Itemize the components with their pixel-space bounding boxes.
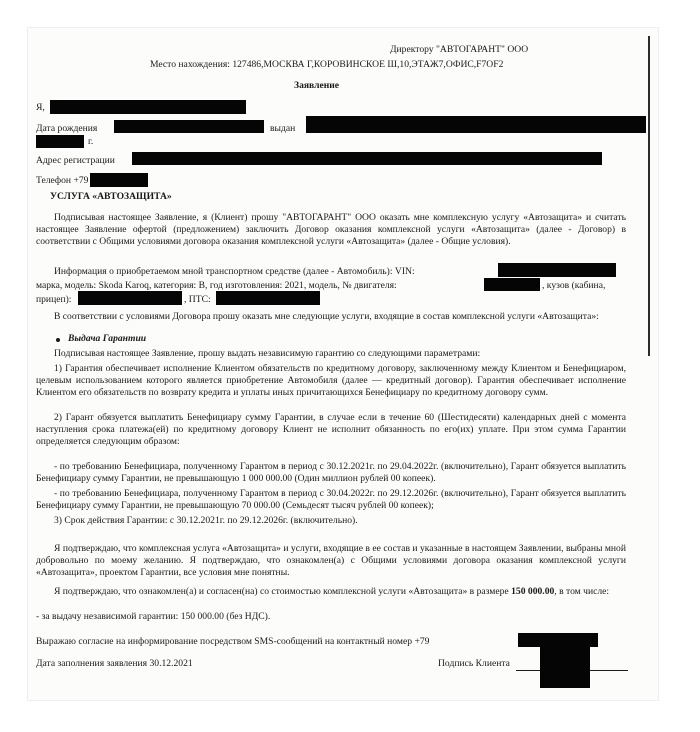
vehicle-model-line: марка, модель: Skoda Karoq, категория: B, год изготовления: 2021, модель, № двигателя: bbox=[36, 280, 397, 291]
service-price: 150 000.00 bbox=[511, 586, 555, 597]
company-location: Место нахождения: 127486,МОСКВА Г,КОРОВИНСКОЕ Ш,10,ЭТАЖ7,ОФИС,F7OF2 bbox=[150, 59, 504, 70]
services-request-paragraph: В соответствии с условиями Договора прошу оказать мне следующие услуги, входящие в состав комплексной услуги «Автозащита»: bbox=[54, 311, 599, 322]
guarantee-clause-2: 2) Гарант обязуется выплатить Бенефициару сумму Гарантии, в случае если в течение 60 (Шестидесяти) календарных дней с момента наступления срока платежа(ей) по кредитному договору Клиент не исполнит обязанность по его(их) уплате. При этом сумма Гарантии определяется следующим образом: bbox=[36, 412, 626, 447]
redacted-vin bbox=[498, 263, 616, 277]
voluntary-confirmation-paragraph: Я подтверждаю, что комплексная услуга «Автозащита» и услуги, входящие в ее состав и указанные в настоящем Заявлении, выбраны мной добровольно по моему желанию. Я подтверждаю, что ознакомлен(а) с Общими условиями договора оказания комплексной услуги «Автозащита», проектом Гарантии, все условия мне понятны. bbox=[36, 543, 626, 578]
redacted-registration-address bbox=[132, 152, 602, 165]
scan-edge-line bbox=[648, 36, 650, 356]
redacted-issued-by bbox=[306, 116, 646, 133]
birth-date-label: Дата рождения bbox=[36, 123, 98, 134]
guarantee-clause-3: 3) Срок действия Гарантии: с 30.12.2021г. по 29.12.2026г. (включительно). bbox=[54, 515, 358, 526]
guarantee-clause-1: 1) Гарантия обеспечивает исполнение Клиентом обязательств по кредитному договору, заключенному между Клиентом и Бенефициаром, целевым использованием которого является приобретение Автомобиля (далее — кредитный договор). Гарантия обеспечивает исполнение Клиентом его обязательств по возврату кредита и уплаты иных причитающихся Бенефициару по кредитному договору сумм. bbox=[36, 363, 626, 398]
addressee: Директору "АВТОГАРАНТ" ООО bbox=[390, 44, 529, 55]
redacted-phone bbox=[90, 173, 148, 187]
fill-date: Дата заполнения заявления 30.12.2021 bbox=[36, 658, 193, 669]
guarantee-intro: Подписывая настоящее Заявление, прошу выдать независимую гарантию со следующими параметрами: bbox=[54, 348, 481, 359]
issued-label: выдан bbox=[270, 123, 296, 134]
redacted-birth-date bbox=[114, 120, 264, 133]
guarantee-price-line: - за выдачу независимой гарантии: 150 000.00 (без НДС). bbox=[36, 611, 271, 622]
bullet-icon bbox=[56, 338, 60, 342]
trailer-label: прицеп): bbox=[36, 294, 72, 305]
guarantee-clause-2b: - по требованию Бенефициара, полученному Гарантом в период с 30.04.2022г. по 29.12.2026г. (включительно), Гарант обязуется выплатить Бенефициару сумму Гарантии, не превышающую 70 000.00 (Семьдесят тысяч рублей 00 копеек); bbox=[36, 488, 626, 511]
phone-label: Телефон +79 bbox=[36, 175, 89, 186]
pts-label: , ПТС: bbox=[184, 294, 211, 305]
redacted-pts bbox=[216, 291, 320, 305]
vehicle-body-label: , кузов (кабина, bbox=[542, 280, 606, 291]
signature-label: Подпись Клиента bbox=[438, 658, 510, 669]
application-document bbox=[28, 28, 658, 700]
redacted-name bbox=[50, 100, 246, 114]
redacted-engine-number bbox=[484, 278, 540, 291]
name-label: Я, bbox=[36, 102, 45, 113]
guarantee-clause-2a: - по требованию Бенефициара, полученному Гарантом в период с 30.12.2021г. по 29.04.2022г. (включительно), Гарант обязуется выплатить Бенефициару сумму Гарантии, не превышающую 1 000 000.00 (Один миллион рублей 00 копеек). bbox=[36, 461, 626, 484]
redacted-signature bbox=[540, 640, 590, 688]
registration-label: Адрес регистрации bbox=[36, 155, 115, 166]
redacted-body-number bbox=[78, 291, 182, 305]
redacted-passport bbox=[36, 135, 84, 148]
service-request-paragraph: Подписывая настоящее Заявление, я (Клиент) прошу "АВТОГАРАНТ" ООО оказать мне комплексную услугу «Автозащита» и считать настоящее Заявление офертой (предложением) заключить Договор оказания комплексной услуги «Автозащита» (далее - Договор) в соответствии с Общими условиями договора оказания комплексной услуги «Автозащита» (далее - Общие условия). bbox=[36, 212, 626, 247]
document-title: Заявление bbox=[294, 80, 340, 91]
guarantee-title: Выдача Гарантии bbox=[68, 333, 147, 344]
service-title: УСЛУГА «АВТОЗАЩИТА» bbox=[50, 191, 172, 202]
vehicle-info-line: Информация о приобретаемом мной транспортном средстве (далее - Автомобиль): VIN: bbox=[54, 266, 415, 277]
issued-year-suffix: г. bbox=[88, 136, 94, 147]
price-confirmation-paragraph: Я подтверждаю, что ознакомлен(а) и согласен(на) со стоимостью комплексной услуги «Автозащита» в размере 150 000.00, в том числе: bbox=[54, 586, 610, 597]
sms-consent: Выражаю согласие на информирование посредством SMS-сообщений на контактный номер +79 bbox=[36, 636, 430, 647]
